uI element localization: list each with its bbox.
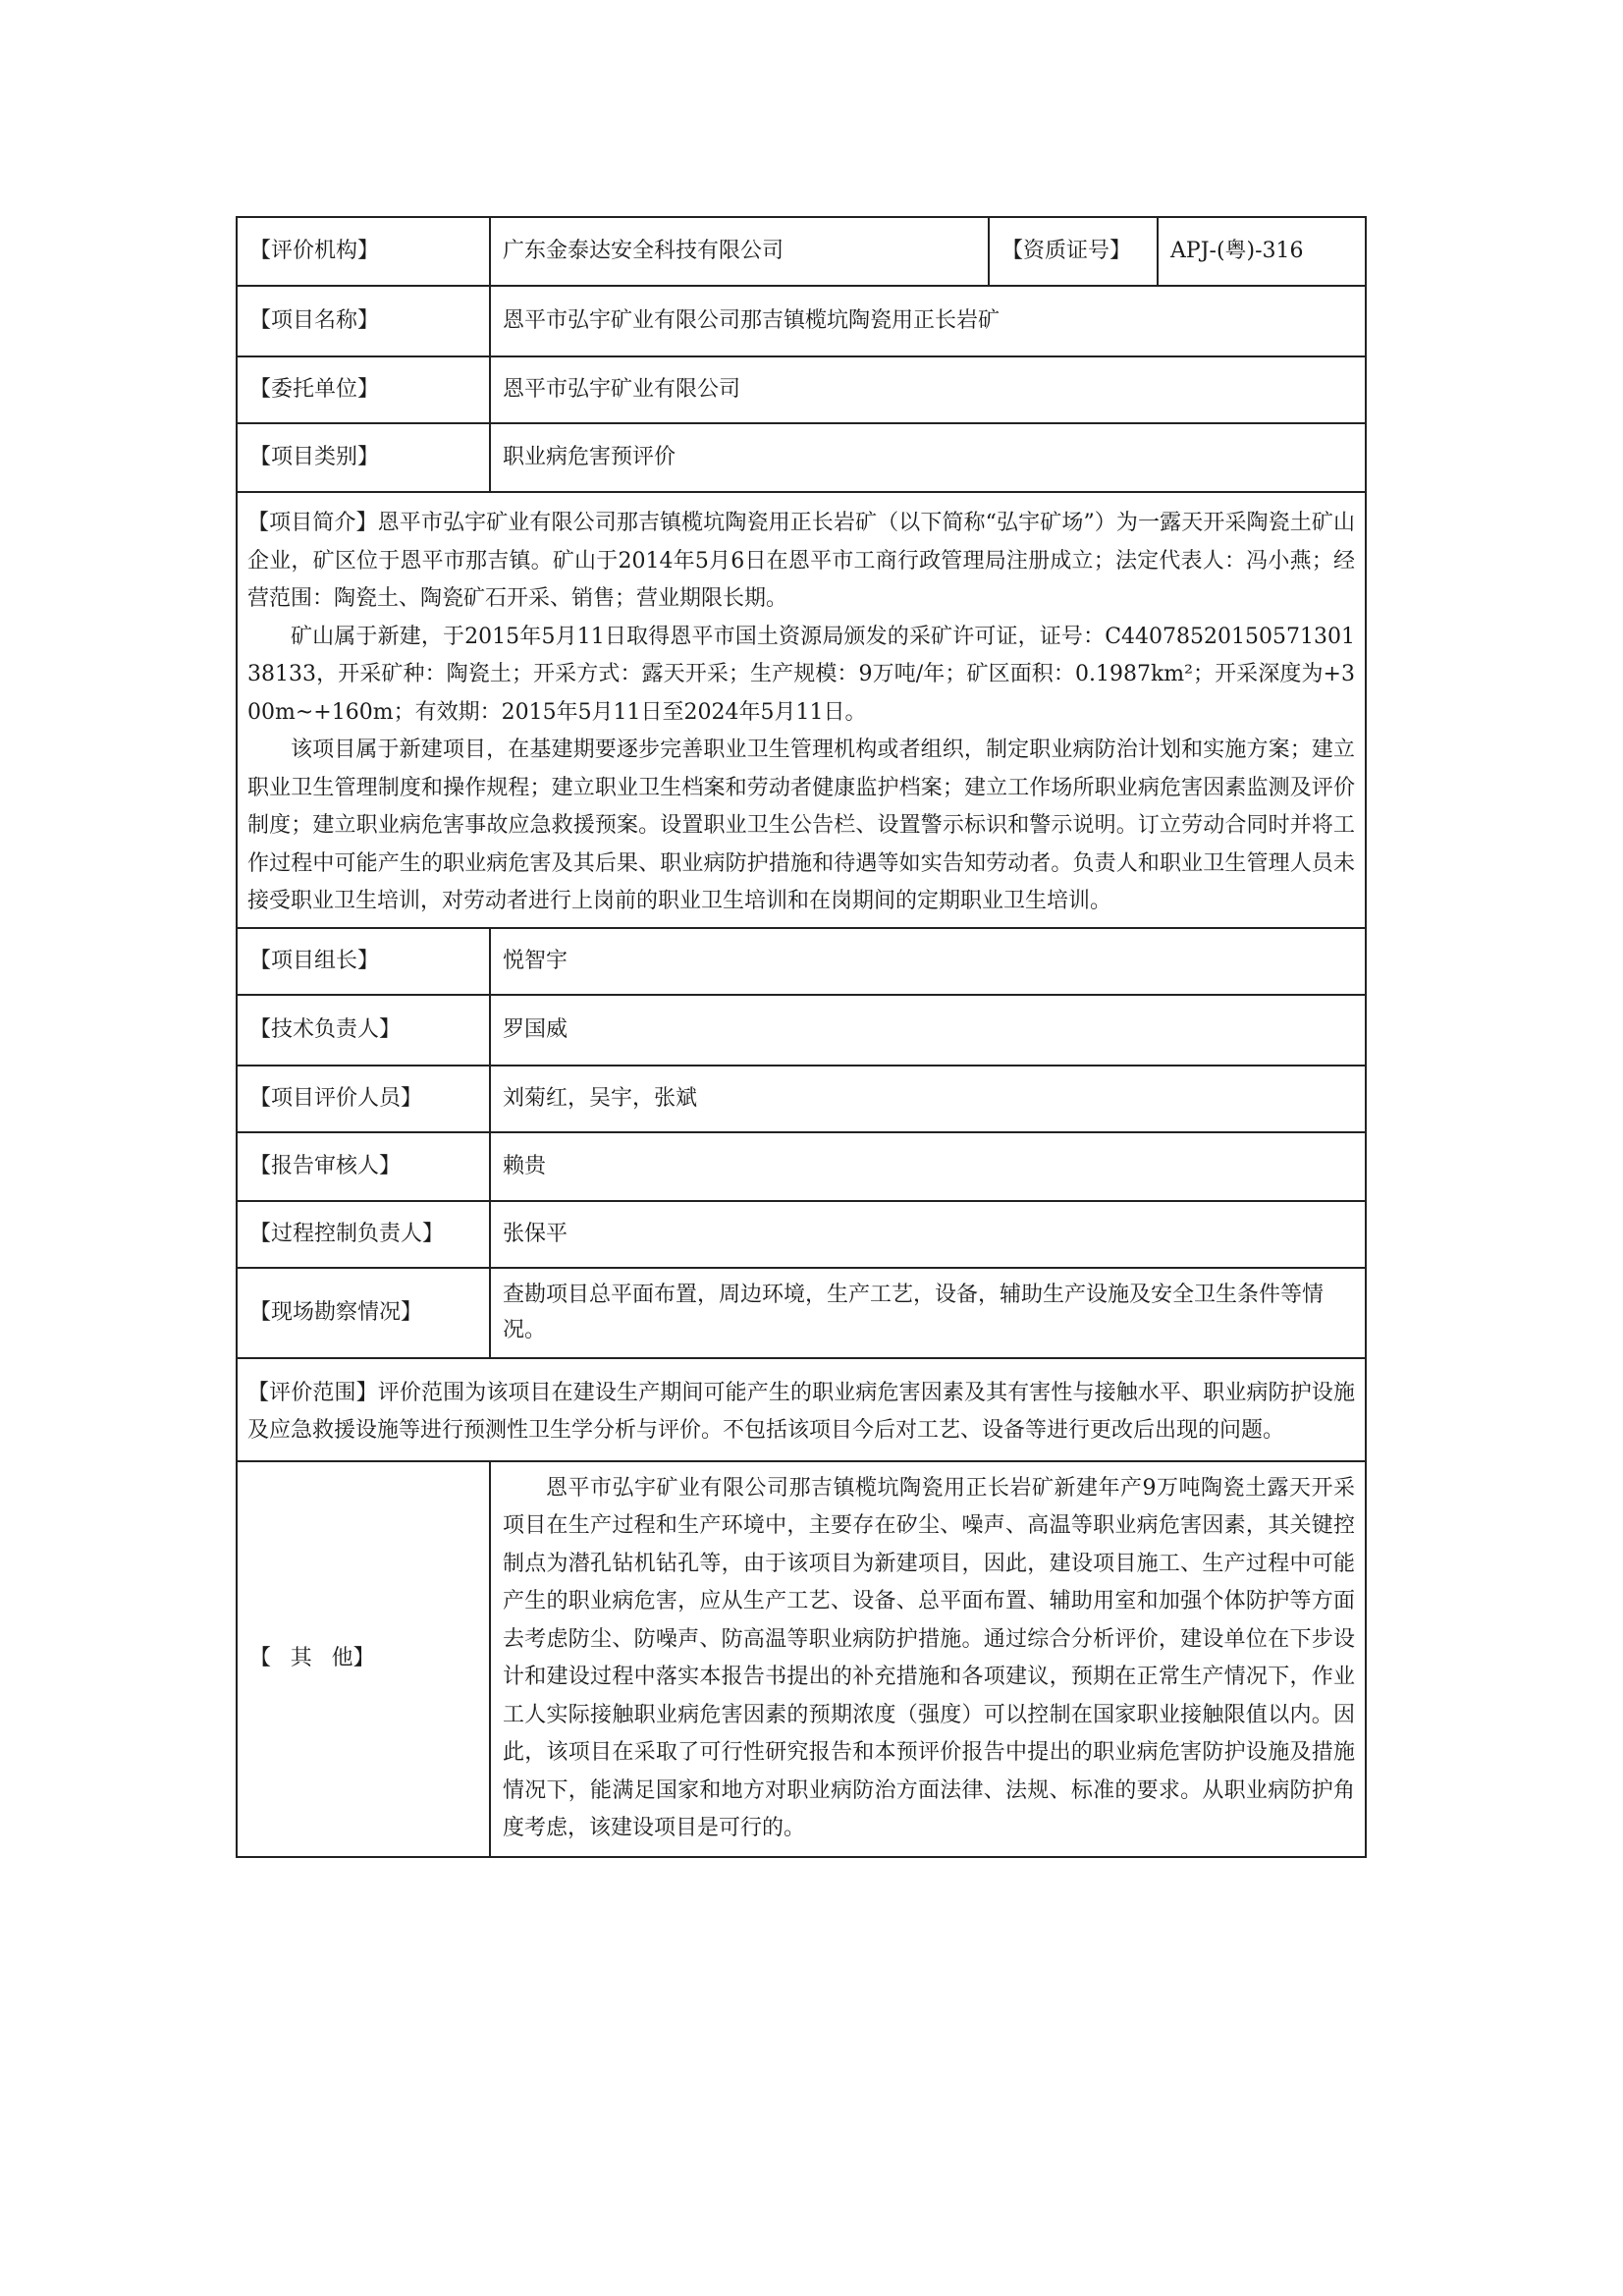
reviewer-value: 赖贵	[490, 1132, 1366, 1201]
scope-text: 评价范围为该项目在建设生产期间可能产生的职业病危害因素及其有害性与接触水平、职业病防护设施及应急救援设施等进行预测性卫生学分析与评价。不包括该项目今后对工艺、设备等进行更改后出现的问题。	[247, 1380, 1355, 1443]
other-row	[237, 1461, 1366, 1857]
tech-row	[237, 995, 1366, 1066]
survey-label: 【现场勘察情况】	[237, 1268, 490, 1358]
process-value: 张保平	[490, 1201, 1366, 1268]
scope-cell	[237, 1358, 1366, 1461]
project-name-label: 【项目名称】	[237, 286, 490, 356]
agency-label: 【评价机构】	[237, 217, 490, 286]
intro-paragraph-1	[247, 505, 1355, 619]
reviewer-label: 【报告审核人】	[237, 1132, 490, 1201]
survey-value: 查勘项目总平面布置，周边环境，生产工艺，设备，辅助生产设施及安全卫生条件等情况。	[490, 1268, 1366, 1358]
cert-label: 【资质证号】	[989, 217, 1158, 286]
leader-value: 悦智宇	[490, 928, 1366, 995]
scope-label: 【评价范围】	[247, 1380, 378, 1405]
tech-value: 罗国威	[490, 995, 1366, 1066]
intro-text-1: 恩平市弘宇矿业有限公司那吉镇榄坑陶瓷用正长岩矿（以下简称“弘宇矿场”）为一露天开采陶瓷土矿山企业，矿区位于恩平市那吉镇。矿山于2014年5月6日在恩平市工商行政管理局注册成立；法定代表人：冯小燕；经营范围：陶瓷土、陶瓷矿石开采、销售；营业期限长期。	[247, 511, 1355, 611]
survey-row	[237, 1268, 1366, 1358]
intro-cell	[237, 492, 1366, 928]
category-row	[237, 423, 1366, 492]
client-value: 恩平市弘宇矿业有限公司	[490, 356, 1366, 423]
agency-value: 广东金泰达安全科技有限公司	[490, 217, 989, 286]
other-cell	[490, 1461, 1366, 1857]
leader-row	[237, 928, 1366, 995]
evaluators-row	[237, 1066, 1366, 1132]
cert-value: APJ-(粤)-316	[1158, 217, 1366, 286]
other-label-right: 他】	[331, 1646, 375, 1670]
intro-paragraph-2: 矿山属于新建，于2015年5月11日取得恩平市国土资源局颁发的采矿许可证，证号：C4407852015057130138133，开采矿种：陶瓷土；开采方式：露天开采；生产规模：9万吨/年；矿区面积：0.1987km²；开采深度为+300m~+160m；有效期：2015年5月11日至2024年5月11日。	[247, 624, 1355, 725]
project-name-row	[237, 286, 1366, 356]
reviewer-row	[237, 1132, 1366, 1201]
other-label-left: 【其	[249, 1646, 332, 1670]
process-label: 【过程控制负责人】	[237, 1201, 490, 1268]
process-row	[237, 1201, 1366, 1268]
client-row	[237, 356, 1366, 423]
evaluators-label: 【项目评价人员】	[237, 1066, 490, 1132]
agency-row	[237, 217, 1366, 286]
category-value: 职业病危害预评价	[490, 423, 1366, 492]
other-label	[237, 1461, 490, 1857]
intro-paragraph-3: 该项目属于新建项目，在基建期要逐步完善职业卫生管理机构或者组织，制定职业病防治计划和实施方案；建立职业卫生管理制度和操作规程；建立职业卫生档案和劳动者健康监护档案；建立工作场所职业病危害因素监测及评价制度；建立职业病危害事故应急救援预案。设置职业卫生公告栏、设置警示标识和警示说明。订立劳动合同时并将工作过程中可能产生的职业病危害及其后果、职业病防护措施和待遇等如实告知劳动者。负责人和职业卫生管理人员未接受职业卫生培训，对劳动者进行上岗前的职业卫生培训和在岗期间的定期职业卫生培训。	[247, 738, 1355, 913]
evaluators-value: 刘菊红，吴宇，张斌	[490, 1066, 1366, 1132]
other-text: 恩平市弘宇矿业有限公司那吉镇榄坑陶瓷用正长岩矿新建年产9万吨陶瓷土露天开采项目在生产过程和生产环境中，主要存在矽尘、噪声、高温等职业病危害因素，其关键控制点为潜孔钻机钻孔等，由于该项目为新建项目，因此，建设项目施工、生产过程中可能产生的职业病危害，应从生产工艺、设备、总平面布置、辅助用室和加强个体防护等方面去考虑防尘、防噪声、防高温等职业病防护措施。通过综合分析评价，建设单位在下步设计和建设过程中落实本报告书提出的补充措施和各项建议，预期在正常生产情况下，作业工人实际接触职业病危害因素的预期浓度（强度）可以控制在国家职业接触限值以内。因此，该项目在采取了可行性研究报告和本预评价报告中提出的职业病危害防护设施及措施情况下，能满足国家和地方对职业病防治方面法律、法规、标准的要求。从职业病防护角度考虑，该建设项目是可行的。	[503, 1475, 1355, 1840]
tech-label: 【技术负责人】	[237, 995, 490, 1066]
intro-row	[237, 492, 1366, 928]
project-name-value: 恩平市弘宇矿业有限公司那吉镇榄坑陶瓷用正长岩矿	[490, 286, 1366, 356]
scope-paragraph	[247, 1375, 1355, 1450]
intro-label: 【项目简介】	[247, 511, 378, 535]
category-label: 【项目类别】	[237, 423, 490, 492]
client-label: 【委托单位】	[237, 356, 490, 423]
evaluation-summary-table	[236, 216, 1367, 1858]
scope-row	[237, 1358, 1366, 1461]
leader-label: 【项目组长】	[237, 928, 490, 995]
